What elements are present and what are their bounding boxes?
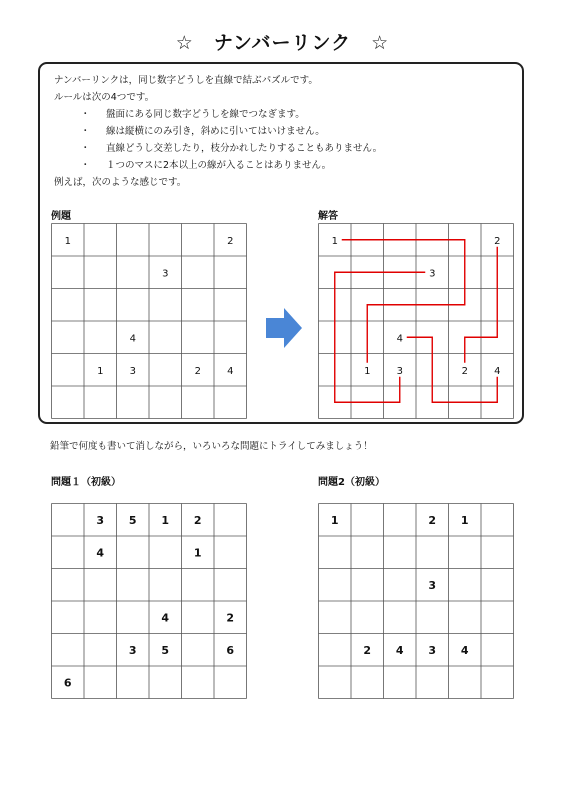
cell-number: 4 — [395, 643, 404, 657]
problem2-grid[interactable] — [318, 503, 514, 699]
cell-number: 4 — [161, 611, 170, 625]
rules-intro-line: ルールは次の4つです。 — [54, 92, 155, 103]
page-title: ☆ ナンバーリンク ☆ — [175, 32, 390, 54]
cell-number: 4 — [396, 333, 403, 345]
cell-number: 1 — [97, 365, 104, 377]
cell-number: 2 — [461, 365, 468, 377]
cell-number: 1 — [331, 235, 338, 247]
example-grid — [51, 223, 247, 419]
cell-number: 4 — [129, 333, 136, 345]
cell-number: 2 — [494, 235, 501, 247]
cell-number: 4 — [96, 546, 105, 560]
cell-number: 2 — [428, 513, 437, 527]
cell-number: 3 — [428, 643, 437, 657]
cell-number: 4 — [227, 365, 234, 377]
cell-number: 4 — [460, 643, 469, 657]
rule-text: 直線どうし交差したり，枝分かれしたりすることもありません。 — [106, 143, 383, 154]
cell-number: 4 — [494, 365, 501, 377]
rule-item — [54, 140, 382, 157]
rules-intro-line: ナンバーリンクは，同じ数字どうしを直線で結ぶパズルです。 — [54, 75, 318, 86]
solution-label: 解答 — [318, 211, 338, 222]
cell-number: 5 — [128, 513, 137, 527]
cell-number: 3 — [162, 268, 169, 280]
bullet-icon: ・ — [80, 126, 90, 137]
cell-number: 2 — [194, 365, 201, 377]
example-label: 例題 — [51, 211, 71, 222]
bullet-icon: ・ — [80, 160, 90, 171]
cell-number: 6 — [226, 643, 235, 657]
cell-number: 2 — [193, 513, 202, 527]
problem1-label: 問題１（初級） — [51, 477, 121, 488]
cell-number: 1 — [64, 235, 71, 247]
cell-number: 1 — [364, 365, 371, 377]
right-arrow-icon — [266, 308, 302, 348]
rules-outro: 例えば，次のような感じです。 — [54, 177, 187, 188]
cell-number: 3 — [396, 365, 403, 377]
bullet-icon: ・ — [80, 143, 90, 154]
rules-intro — [54, 72, 318, 106]
cell-number: 1 — [161, 513, 170, 527]
practice-note: 鉛筆で何度も書いて消しながら，いろいろな問題にトライしてみましょう！ — [50, 441, 373, 452]
rule-text: 線は縦横にのみ引き，斜めに引いてはいけません。 — [106, 126, 325, 137]
cell-number: 3 — [429, 268, 436, 280]
bullet-icon: ・ — [80, 109, 90, 120]
cell-number: 5 — [161, 643, 170, 657]
cell-number: 2 — [226, 611, 235, 625]
rule-text: １つのマスに2本以上の線が入ることはありません。 — [106, 160, 332, 171]
cell-number: 2 — [363, 643, 372, 657]
rule-item — [54, 123, 382, 140]
cell-number: 1 — [330, 513, 339, 527]
solution-path-1 — [335, 240, 465, 370]
cell-number: 3 — [96, 513, 105, 527]
cell-number: 1 — [460, 513, 469, 527]
cell-number: 3 — [428, 578, 437, 592]
rules-list — [54, 106, 382, 174]
problem1-grid[interactable] — [51, 503, 247, 699]
cell-number: 2 — [227, 235, 234, 247]
cell-number: 3 — [128, 643, 137, 657]
rule-item — [54, 106, 382, 123]
cell-number: 1 — [193, 546, 202, 560]
rule-text: 盤面にある同じ数字どうしを線でつなぎます。 — [106, 109, 305, 120]
cell-number: 3 — [129, 365, 136, 377]
problem2-label: 問題2（初級） — [318, 477, 385, 488]
cell-number: 6 — [63, 676, 72, 690]
rule-item — [54, 157, 382, 174]
solution-grid — [318, 223, 514, 419]
